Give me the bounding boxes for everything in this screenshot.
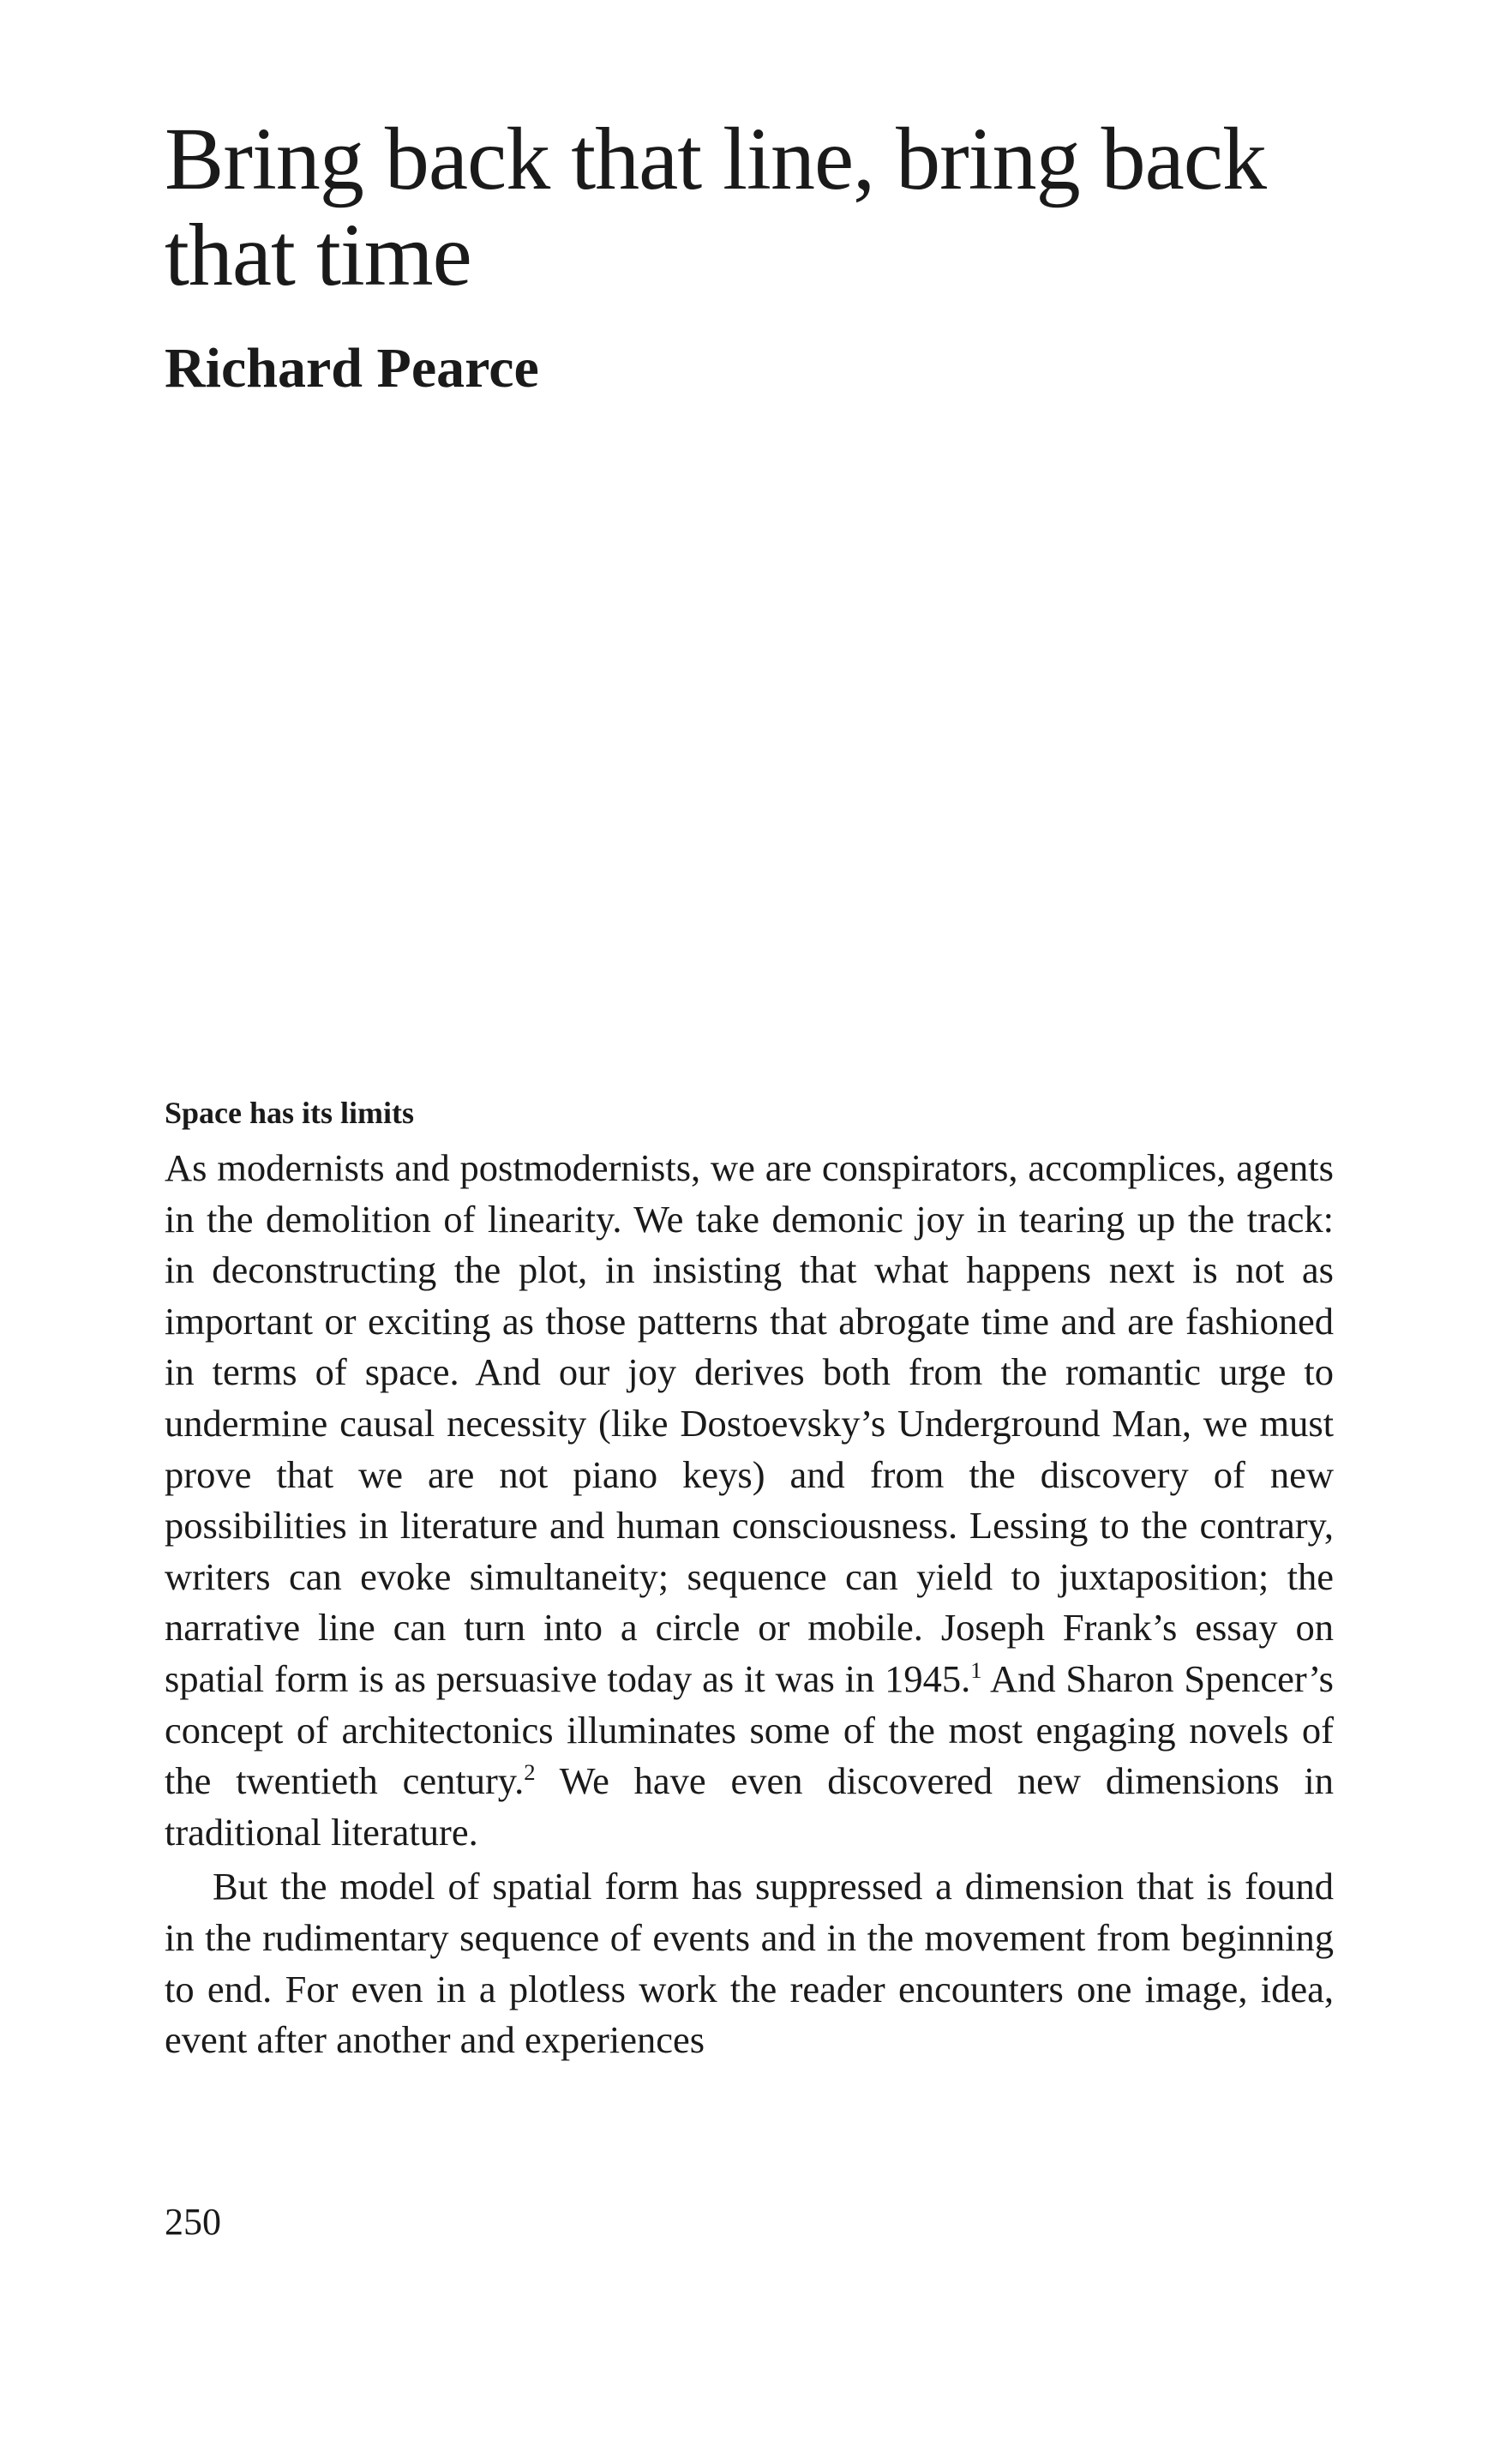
paragraph-2: But the model of spatial form has suppressed a dimension that is found in the rudimentary sequence of events and in the movement from beginning to end. For even in a plotless work the reader encounters one image, idea, event after another and experiences: [165, 1865, 1334, 2062]
paragraph-1-text-a: As modernists and postmodernists, we are conspirators, accomplices, agents in the demolition of linearity. We take demonic joy in tearing up the track: in deconstructing the plot, in insisting that what happens next is not as important or exciting as those patterns that abrogate time and are fashioned in terms of space. And our joy derives both from the romantic urge to undermine causal necessity (like Dostoevsky’s Underground Man, we must prove that we are not piano keys) and from the discovery of new possibilities in literature and human consciousness. Lessing to the contrary, writers can evoke simultaneity; sequence can yield to juxtaposition; the narrative line can turn into a circle or mobile. Joseph Frank’s essay on spatial form is as persuasive today as it was in 1945.: [165, 1146, 1334, 1700]
body-section: [165, 1093, 1334, 2066]
footnote-marker-2: 2: [524, 1759, 536, 1786]
article-title: Bring back that line, bring back that time: [165, 110, 1266, 304]
article-author: Richard Pearce: [165, 337, 539, 400]
footnote-marker-1: 1: [970, 1656, 982, 1683]
page-number: 250: [165, 2201, 221, 2243]
paragraph-1-text-b: And Sharon Spencer’s concept of architectonics illuminates some of the most engaging novels of the twentieth century.: [165, 1656, 1334, 1803]
paragraph-1-text-c: We have even discovered new dimensions in traditional literature.: [165, 1759, 1334, 1854]
article-header: [165, 111, 1334, 403]
paragraph-1: [165, 1143, 1334, 1858]
section-heading: Space has its limits: [165, 1096, 415, 1130]
